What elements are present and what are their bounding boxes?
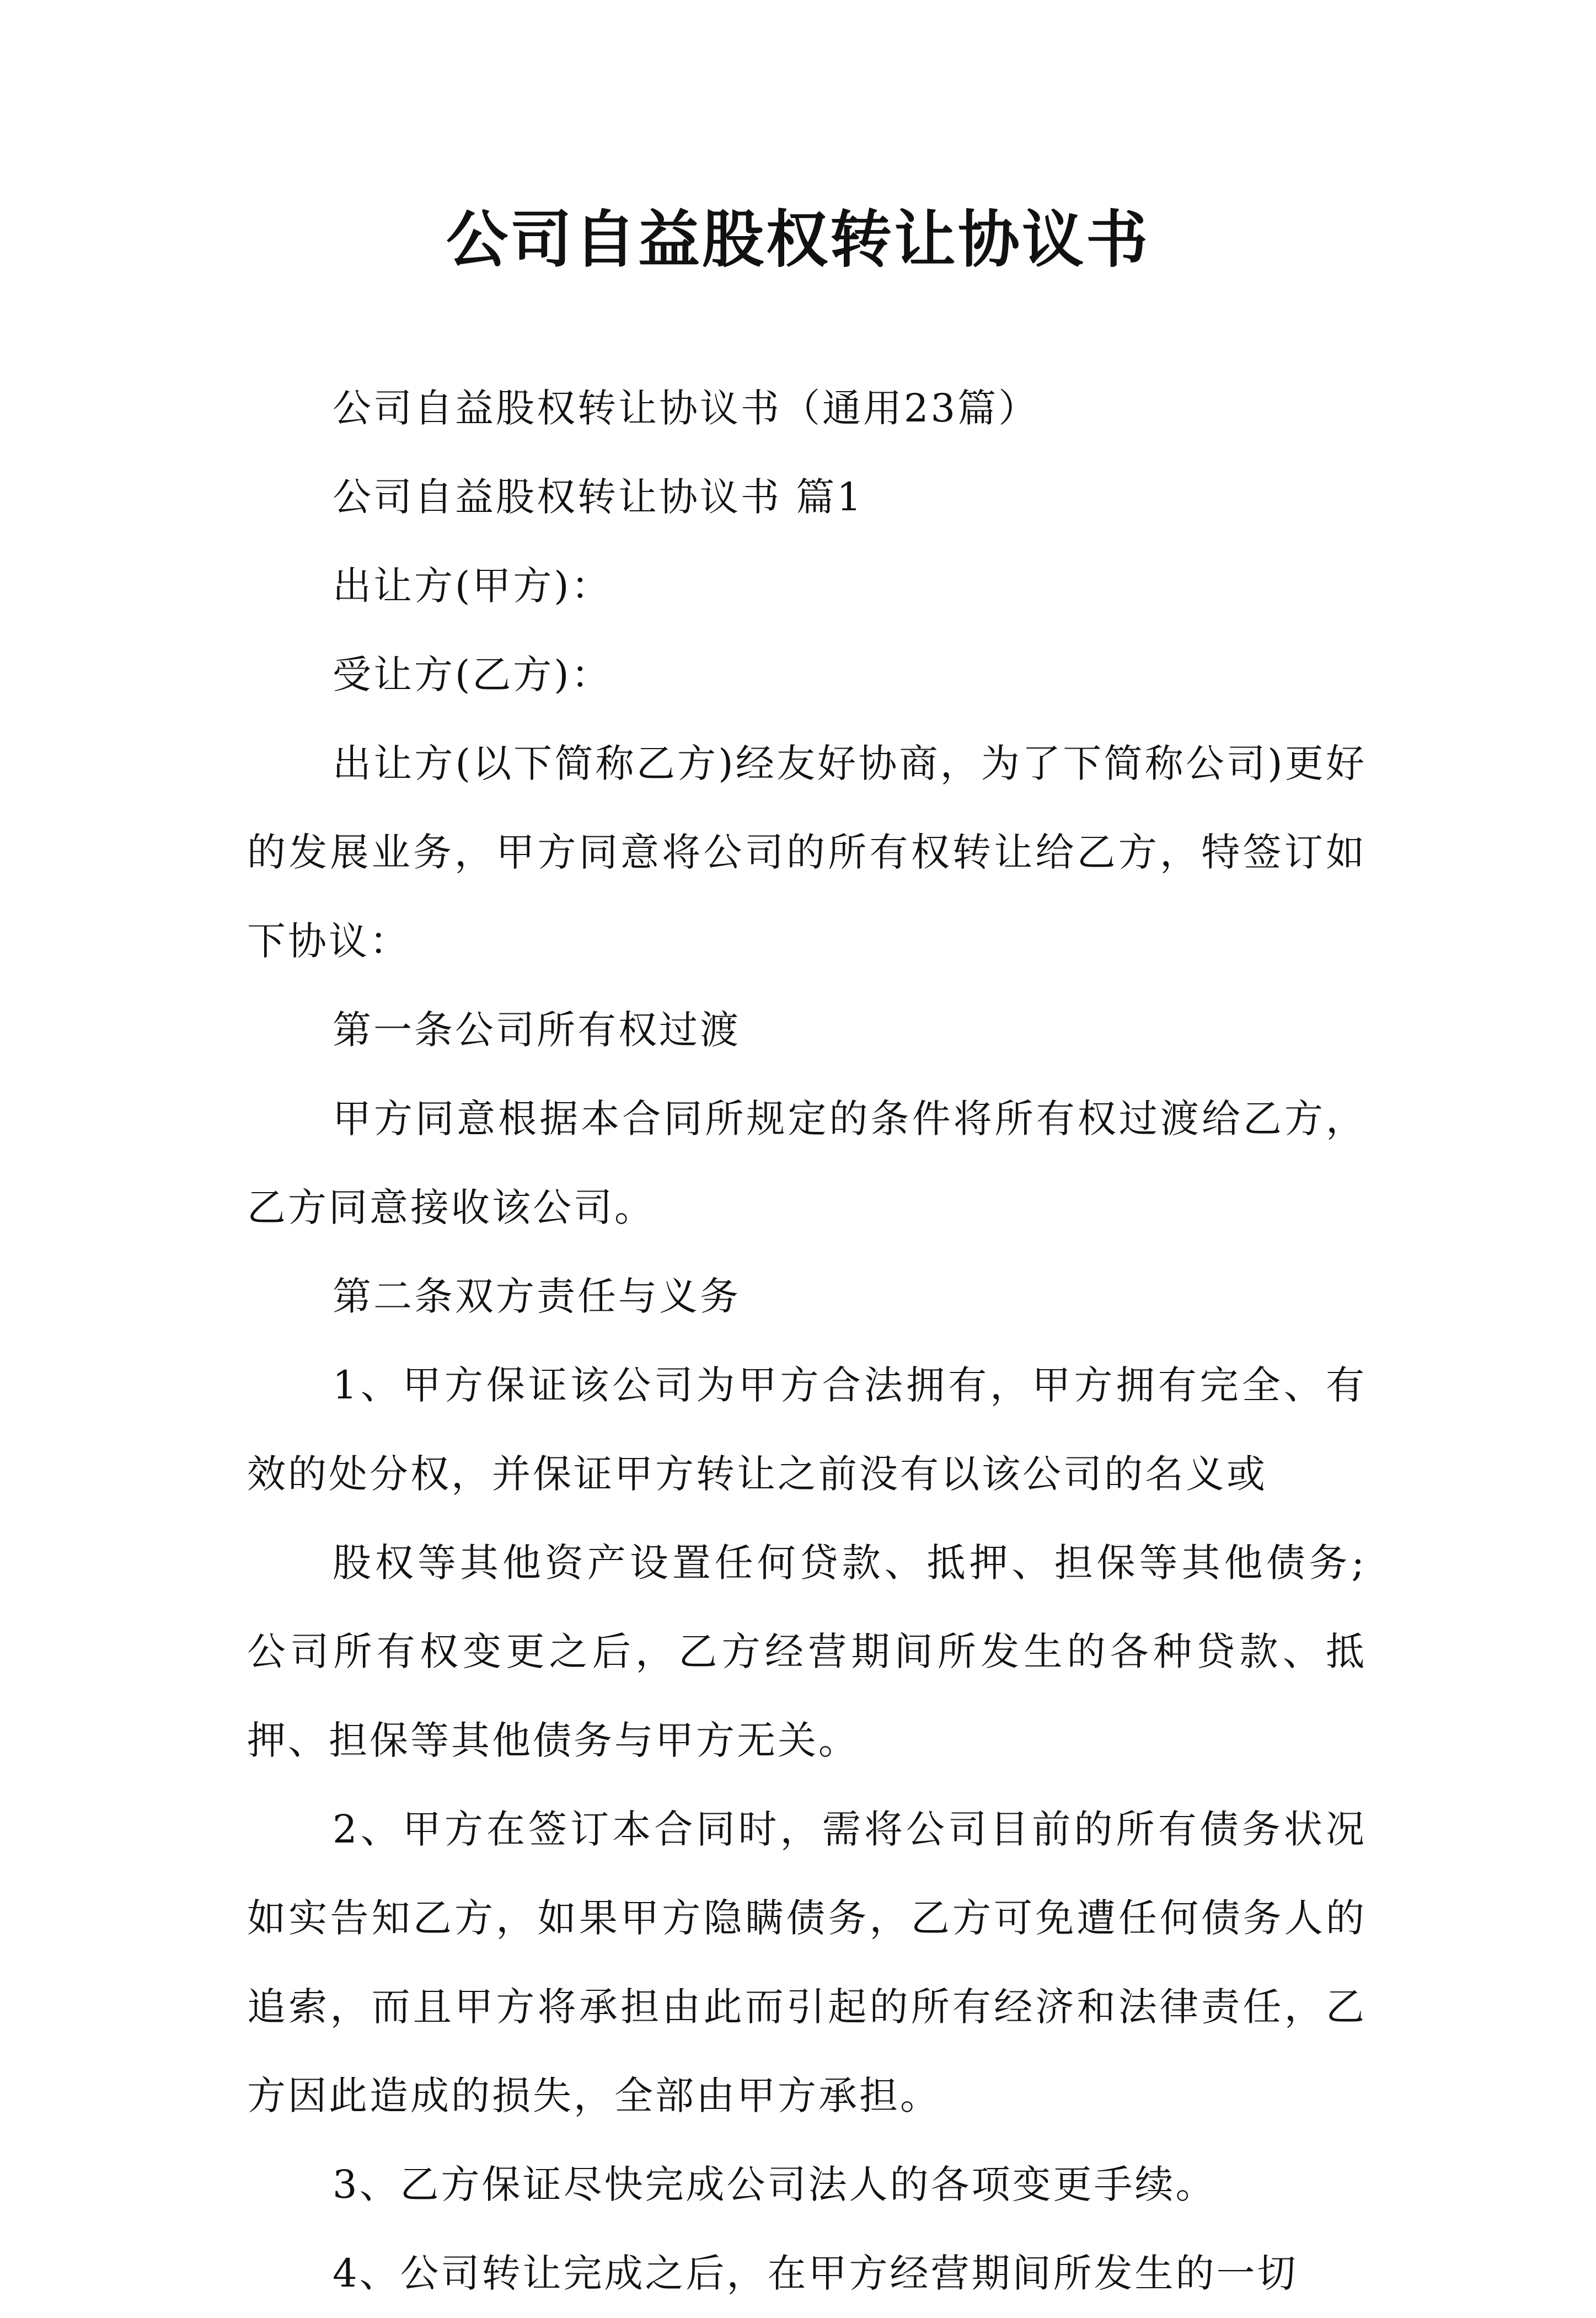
paragraph-clause-3: 3、乙方保证尽快完成公司法人的各项变更手续。 — [333, 2162, 1217, 2207]
paragraph-clause-1-continued: 股权等其他资产设置任何贷款、抵押、担保等其他债务;公司所有权变更之后，乙方经营期间所发生的各种贷款、抵押、担保等其他债务与甲方无关。 — [247, 1540, 1367, 1763]
document-title: 公司自益股权转让协议书 — [446, 204, 1150, 276]
document-body — [247, 364, 1367, 2318]
paragraph-article-1-body: 甲方同意根据本合同所规定的条件将所有权过渡给乙方，乙方同意接收该公司。 — [247, 1096, 1367, 1230]
paragraph-article-2-heading: 第二条双方责任与义务 — [333, 1274, 741, 1319]
paragraph-section-heading: 公司自益股权转让协议书 篇1 — [333, 474, 864, 520]
paragraph-clause-2: 2、甲方在签订本合同时，需将公司目前的所有债务状况如实告知乙方，如果甲方隐瞒债务，乙方可免遭任何债务人的追索，而且甲方将承担由此而引起的所有经济和法律责任，乙方因此造成的损失，全部由甲方承担。 — [247, 1807, 1367, 2118]
paragraph-clause-4: 4、公司转让完成之后，在甲方经营期间所发生的一切 — [333, 2251, 1298, 2296]
paragraph-transferee: 受让方(乙方)： — [333, 652, 612, 697]
paragraph-clause-1: 1、甲方保证该公司为甲方合法拥有，甲方拥有完全、有效的处分权，并保证甲方转让之前没有以该公司的名义或 — [247, 1363, 1367, 1497]
paragraph-transferor: 出让方(甲方)： — [333, 563, 612, 608]
paragraph-preamble: 出让方(以下简称乙方)经友好协商，为了下简称公司)更好的发展业务，甲方同意将公司的所有权转让给乙方，特签订如下协议： — [247, 741, 1367, 964]
paragraph-subtitle: 公司自益股权转让协议书（通用23篇） — [333, 386, 1040, 431]
paragraph-article-1-heading: 第一条公司所有权过渡 — [333, 1007, 741, 1053]
